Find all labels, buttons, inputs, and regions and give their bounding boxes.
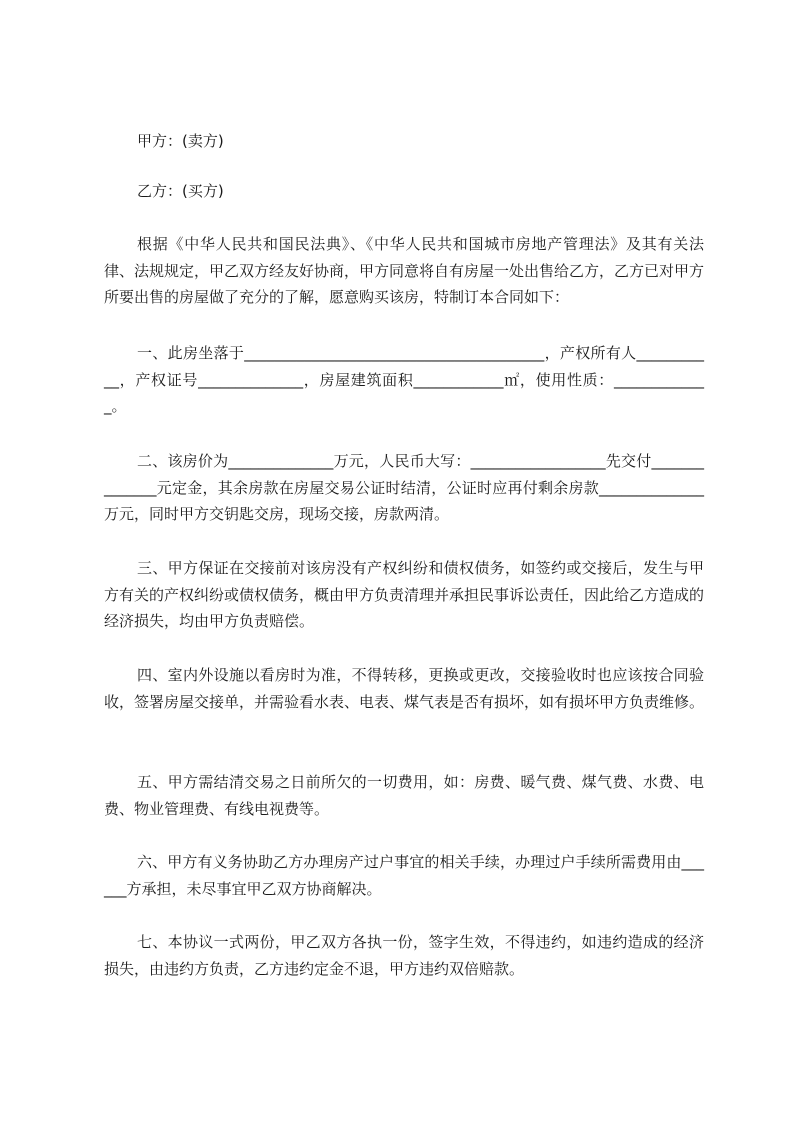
clause-5-paragraph: 五、甲方需结清交易之日前所欠的一切费用，如：房费、暖气费、煤气费、水费、电费、物业管理费、有线电视费等。 <box>104 773 704 818</box>
clause-2-paragraph: 二、该房价为______________万元，人民币大写：__________________先交付______________元定金，其余房款在房屋交易公证时结清，公证时应再付剩余房款______________万元，同时甲方交钥匙交房，现场交接，房款两清。 <box>104 452 704 523</box>
clause-4-paragraph: 四、室内外设施以看房时为准，不得转移，更换或更改，交接验收时也应该按合同验收，签署房屋交接单，并需验看水表、电表、煤气表是否有损坏，如有损坏甲方负责维修。 <box>104 666 705 711</box>
clause-1-block <box>104 340 704 420</box>
clause-3-paragraph: 三、甲方保证在交接前对该房没有产权纠纷和债权债务，如签约或交接后，发生与甲方有关的产权纠纷或债权债务，概由甲方负责清理并承担民事诉讼责任，因此给乙方造成的经济损失，均由甲方负责赔偿。 <box>104 559 705 630</box>
clause-7-block <box>104 929 704 982</box>
clause-7-paragraph: 七、本协议一式两份，甲乙双方各执一份，签字生效，不得违约，如违约造成的经济损失，由违约方负责，乙方违约定金不退，甲方违约双倍赔款。 <box>104 933 704 978</box>
preamble-block <box>104 231 704 311</box>
party-a-line: 甲方：(卖方) <box>137 132 224 150</box>
clause-2-block <box>104 448 704 528</box>
party-b-line: 乙方：(买方) <box>137 182 224 200</box>
clause-3-block <box>104 555 704 635</box>
clause-4-block <box>104 662 704 715</box>
clause-6-block <box>104 849 704 902</box>
preamble-paragraph: 根据《中华人民共和国民法典》、《中华人民共和国城市房地产管理法》及其有关法律、法规规定，甲乙双方经友好协商，甲方同意将自有房屋一处出售给乙方，乙方已对甲方所要出售的房屋做了充分的了解，愿意购买该房，特制订本合同如下： <box>104 235 705 306</box>
clause-1-paragraph: 一、此房坐落于________________________________________，产权所有人___________，产权证号______________，房屋建筑面积____________㎡，使用性质：_____________。 <box>104 344 704 415</box>
clause-6-paragraph: 六、甲方有义务协助乙方办理房产过户事宜的相关手续，办理过户手续所需费用由______方承担，未尽事宜甲乙双方协商解决。 <box>104 853 704 898</box>
clause-5-block <box>104 769 704 822</box>
